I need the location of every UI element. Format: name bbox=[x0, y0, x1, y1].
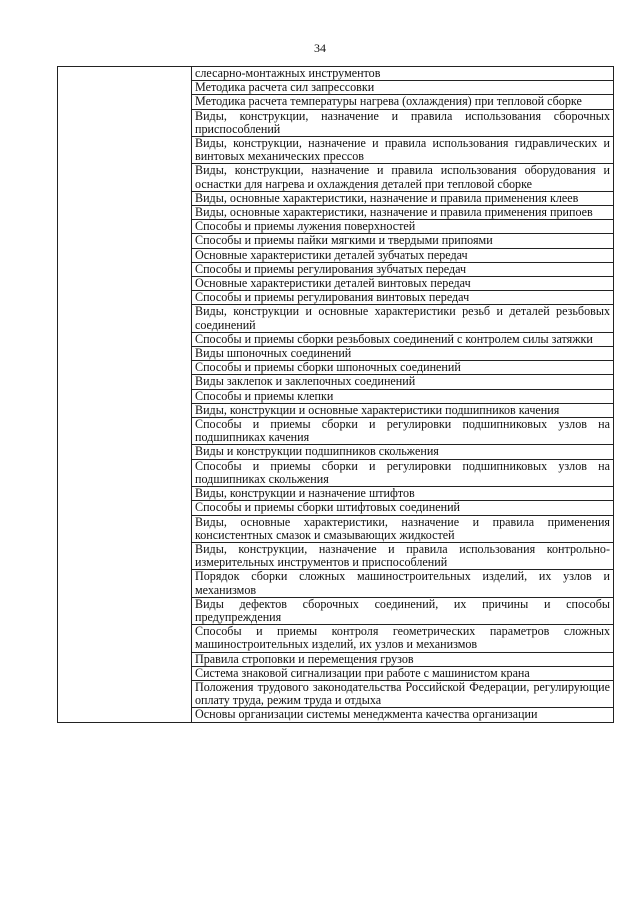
knowledge-item: Виды, конструкции, назначение и правила использования оборудования и оснастки для нагрева и охлаждения деталей при тепловой сборке bbox=[192, 164, 614, 191]
knowledge-item: Виды, конструкции, назначение и правила использования гидравлических и винтовых механических прессов bbox=[192, 137, 614, 164]
knowledge-item: Способы и приемы сборки шпоночных соединений bbox=[192, 361, 614, 375]
knowledge-item: Виды, конструкции, назначение и правила использования сборочных приспособлений bbox=[192, 109, 614, 136]
knowledge-item: Способы и приемы регулирования зубчатых передач bbox=[192, 262, 614, 276]
knowledge-item: Виды дефектов сборочных соединений, их причины и способы предупреждения bbox=[192, 597, 614, 624]
knowledge-item: Виды заклепок и заклепочных соединений bbox=[192, 375, 614, 389]
knowledge-item: Способы и приемы сборки и регулировки подшипниковых узлов на подшипниках качения bbox=[192, 418, 614, 445]
table-row bbox=[58, 67, 614, 81]
knowledge-item: Виды, основные характеристики, назначение и правила применения консистентных смазок и смазывающих жидкостей bbox=[192, 515, 614, 542]
knowledge-item: Виды, конструкции и основные характеристики подшипников качения bbox=[192, 403, 614, 417]
knowledge-item: Виды, конструкции, назначение и правила использования контрольно-измерительных инструментов и приспособлений bbox=[192, 542, 614, 569]
knowledge-table-body bbox=[58, 67, 614, 723]
knowledge-item: Методика расчета сил запрессовки bbox=[192, 81, 614, 95]
knowledge-item: Способы и приемы сборки резьбовых соединений с контролем силы затяжки bbox=[192, 332, 614, 346]
knowledge-item: Виды, конструкции и основные характеристики резьб и деталей резьбовых соединений bbox=[192, 305, 614, 332]
knowledge-item: Способы и приемы контроля геометрических параметров сложных машиностроительных изделий, их узлов и механизмов bbox=[192, 625, 614, 652]
knowledge-item: Методика расчета температуры нагрева (охлаждения) при тепловой сборке bbox=[192, 95, 614, 109]
knowledge-item: Порядок сборки сложных машиностроительных изделий, их узлов и механизмов bbox=[192, 570, 614, 597]
knowledge-item: слесарно-монтажных инструментов bbox=[192, 67, 614, 81]
knowledge-item: Виды, основные характеристики, назначение и правила применения припоев bbox=[192, 206, 614, 220]
knowledge-item: Положения трудового законодательства Российской Федерации, регулирующие оплату труда, режим труда и отдыха bbox=[192, 680, 614, 707]
empty-left-cell bbox=[58, 67, 192, 723]
knowledge-item: Основы организации системы менеджмента качества организации bbox=[192, 708, 614, 722]
knowledge-table bbox=[57, 66, 614, 723]
knowledge-item: Способы и приемы пайки мягкими и твердыми припоями bbox=[192, 234, 614, 248]
knowledge-item: Система знаковой сигнализации при работе с машинистом крана bbox=[192, 666, 614, 680]
knowledge-item: Способы и приемы регулирования винтовых передач bbox=[192, 291, 614, 305]
knowledge-item: Виды шпоночных соединений bbox=[192, 347, 614, 361]
knowledge-item: Правила строповки и перемещения грузов bbox=[192, 652, 614, 666]
knowledge-item: Способы и приемы лужения поверхностей bbox=[192, 220, 614, 234]
knowledge-item: Основные характеристики деталей зубчатых передач bbox=[192, 248, 614, 262]
knowledge-item: Способы и приемы клепки bbox=[192, 389, 614, 403]
knowledge-item: Основные характеристики деталей винтовых передач bbox=[192, 277, 614, 291]
page-number: 34 bbox=[314, 41, 326, 55]
knowledge-item: Виды, основные характеристики, назначение и правила применения клеев bbox=[192, 191, 614, 205]
knowledge-item: Виды и конструкции подшипников скольжения bbox=[192, 445, 614, 459]
knowledge-item: Способы и приемы сборки штифтовых соединений bbox=[192, 501, 614, 515]
knowledge-item: Способы и приемы сборки и регулировки подшипниковых узлов на подшипниках скольжения bbox=[192, 459, 614, 486]
knowledge-item: Виды, конструкции и назначение штифтов bbox=[192, 487, 614, 501]
